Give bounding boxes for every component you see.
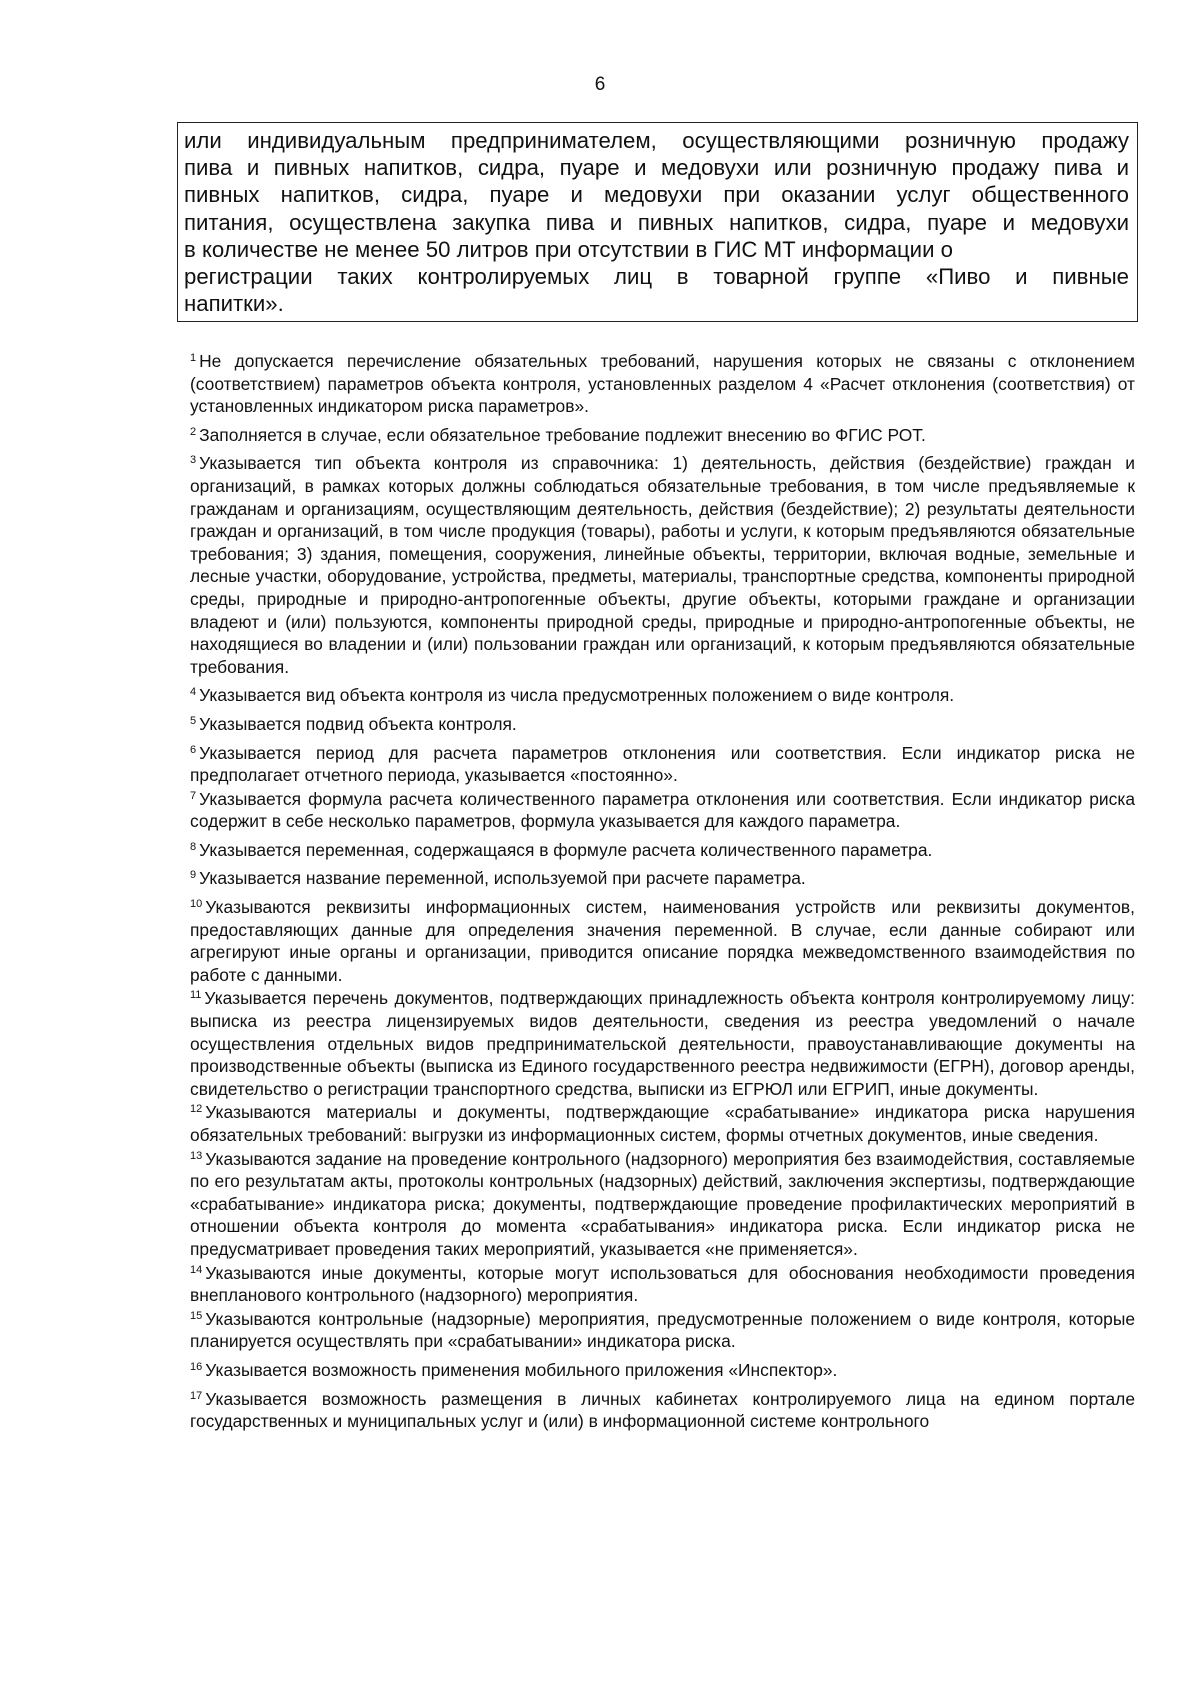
footnote-9 <box>190 867 1135 890</box>
footnote-text: Указывается период для расчета параметров отклонения или соответствия. Если индикатор риска не предполагает отчетного периода, указывается «постоянно». <box>190 742 1135 786</box>
footnote-15 <box>190 1308 1135 1353</box>
footnote-text: Указываются материалы и документы, подтверждающие «срабатывание» индикатора риска нарушения обязательных требований: выгрузки из информационных систем, формы отчетных документов, иные сведения. <box>190 1102 1135 1145</box>
box-line: пива и пивных напитков, сидра, пуаре и медовухи или розничную продажу пива и <box>184 155 1129 181</box>
bordered-text-box <box>177 122 1138 322</box>
footnote-6 <box>190 742 1135 787</box>
footnote-12 <box>190 1101 1135 1146</box>
footnote-text: Указывается перечень документов, подтверждающих принадлежность объекта контроля контролируемому лицу: выписка из реестра лицензируемых видов деятельности, сведения из реестра уведомлений о начале осуществления отдельных видов предпринимательской деятельности, правоустанавливающие документы на производственные объекты (выписка из Единого государственного реестра недвижимости (ЕГРН), договор аренды, свидетельство о регистрации транспортного средства, выписки из ЕГРЮЛ или ЕГРИП, иные документы. <box>190 988 1135 1099</box>
footnote-1 <box>190 350 1135 418</box>
footnote-marker: 13 <box>190 1149 203 1162</box>
footnote-8 <box>190 839 1135 862</box>
footnote-marker: 5 <box>190 714 197 727</box>
footnote-11 <box>190 987 1135 1100</box>
footnote-text: Указывается возможность применения мобильного приложения «Инспектор». <box>205 1359 838 1380</box>
footnote-text: Не допускается перечисление обязательных требований, нарушения которых не связаны с отклонением (соответствием) параметров объекта контроля, установленных разделом 4 «Расчет отклонения (соответствия) от установленных индикатором риска параметров». <box>190 351 1135 417</box>
footnote-text: Заполняется в случае, если обязательное требование подлежит внесению во ФГИС РОТ. <box>199 424 926 445</box>
footnote-4 <box>190 684 1135 707</box>
footnote-text: Указываются реквизиты информационных систем, наименования устройств или реквизиты документов, предоставляющих данные для определения значения переменной. В случае, если данные собирают или агрегируют иные органы и организации, приводится описание порядка межведомственного взаимодействия по работе с данными. <box>190 897 1135 985</box>
footnote-marker: 9 <box>190 869 197 882</box>
footnote-marker: 16 <box>190 1360 203 1373</box>
footnote-5 <box>190 713 1135 736</box>
footnote-text: Указывается формула расчета количественного параметра отклонения или соответствия. Если индикатор риска содержит в себе несколько параметров, формула указывается для каждого параметра. <box>190 788 1135 832</box>
footnote-13 <box>190 1148 1135 1261</box>
footnote-text: Указывается возможность размещения в личных кабинетах контролируемого лица на едином портале государственных и муниципальных услуг и (или) в информационной системе контрольного <box>190 1388 1135 1432</box>
footnote-3 <box>190 452 1135 678</box>
footnotes <box>190 350 1135 1439</box>
footnote-marker: 6 <box>190 743 197 756</box>
footnote-text: Указываются контрольные (надзорные) мероприятия, предусмотренные положением о виде контроля, которые планируется осуществлять при «срабатывании» индикатора риска. <box>190 1308 1135 1352</box>
footnote-marker: 11 <box>190 989 202 1002</box>
footnote-marker: 4 <box>190 686 197 699</box>
footnote-marker: 8 <box>190 840 197 853</box>
footnote-17 <box>190 1388 1135 1433</box>
footnote-7 <box>190 788 1135 833</box>
footnote-marker: 15 <box>190 1309 203 1322</box>
box-line: в количестве не менее 50 литров при отсутствии в ГИС МТ информации о <box>184 236 953 262</box>
footnote-marker: 10 <box>190 898 203 911</box>
footnote-10 <box>190 896 1135 986</box>
footnote-16 <box>190 1359 1135 1382</box>
footnote-text: Указывается подвид объекта контроля. <box>199 713 517 734</box>
footnote-text: Указывается название переменной, используемой при расчете параметра. <box>199 868 806 889</box>
footnote-text: Указывается переменная, содержащаяся в формуле расчета количественного параметра. <box>199 839 933 860</box>
footnote-14 <box>190 1262 1135 1307</box>
box-line: пивных напитков, сидра, пуаре и медовухи при оказании услуг общественного <box>184 182 1129 208</box>
footnote-text: Указывается тип объекта контроля из справочника: 1) деятельность, действия (бездействие) граждан и организаций, в рамках которых должны соблюдаться обязательные требования, в том числе предъявляемые к гражданам и организациям, осуществляющим деятельность, действия (бездействие); 2) результаты деятельности граждан и организаций, в том числе продукция (товары), работы и услуги, к которым предъявляются обязательные требования; 3) здания, помещения, сооружения, линейные объекты, территории, включая водные, земельные и лесные участки, оборудование, устройства, предметы, материалы, транспортные средства, компоненты природной среды, природные и природно-антропогенные объекты, другие объекты, которыми граждане и организации владеют и (или) пользуются, компоненты природной среды, природные и природно-антропогенные объекты, не находящиеся во владении и (или) пользовании граждан или организаций, к которым предъявляются обязательные требования. <box>190 453 1135 677</box>
footnote-marker: 12 <box>190 1103 203 1116</box>
footnote-text: Указываются задание на проведение контрольного (надзорного) мероприятия без взаимодействия, составляемые по его результатам акты, протоколы контрольных (надзорных) действий, заключения экспертизы, подтверждающие «срабатывание» индикатора риска; документы, подтверждающие проведение профилактических мероприятий в отношении объекта контроля до момента «срабатывания» индикатора риска. Если индикатор риска не предусматривает проведения таких мероприятий, указывается «не применяется». <box>190 1148 1135 1259</box>
footnote-marker: 2 <box>190 425 197 438</box>
box-line: питания, осуществлена закупка пива и пивных напитков, сидра, пуаре и медовухи <box>184 209 1129 235</box>
footnote-marker: 17 <box>190 1389 203 1402</box>
page-number: 6 <box>594 74 606 95</box>
box-line: регистрации таких контролируемых лиц в товарной группе «Пиво и пивные <box>184 264 1129 290</box>
footnote-text: Указывается вид объекта контроля из числа предусмотренных положением о виде контроля. <box>199 685 955 706</box>
footnote-2 <box>190 424 1135 447</box>
box-line: напитки». <box>184 291 284 317</box>
box-line: или индивидуальным предпринимателем, осуществляющими розничную продажу <box>184 128 1129 153</box>
footnote-marker: 14 <box>190 1263 203 1276</box>
footnote-text: Указываются иные документы, которые могут использоваться для обоснования необходимости проведения внепланового контрольного (надзорного) мероприятия. <box>190 1262 1135 1306</box>
footnote-marker: 7 <box>190 789 197 802</box>
footnote-marker: 3 <box>190 454 197 467</box>
footnote-marker: 1 <box>190 352 197 364</box>
